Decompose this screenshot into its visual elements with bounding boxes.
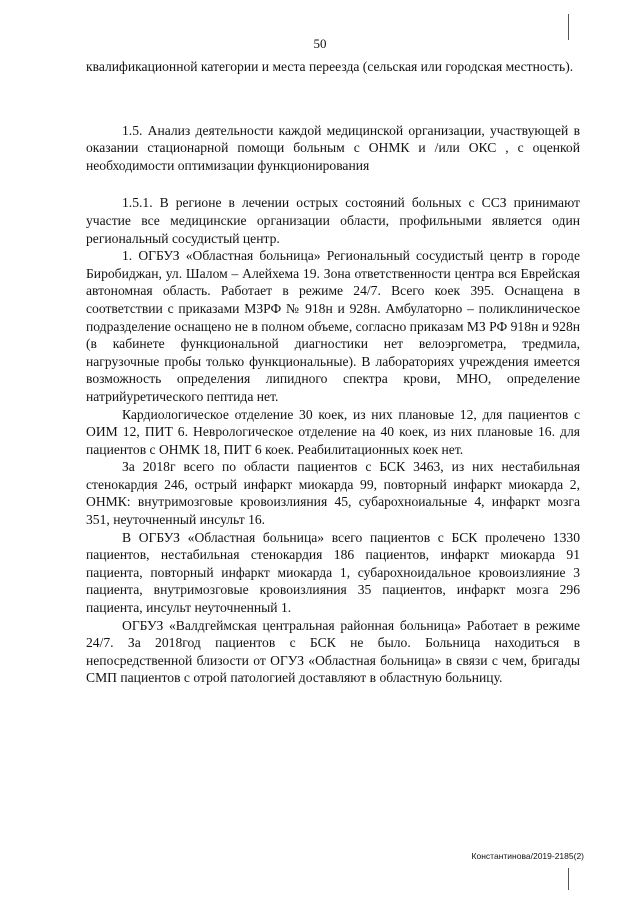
paragraph-hospital-stats: В ОГБУЗ «Областная больница» всего пациентов с БСК пролечено 1330 пациентов, нестабильная стенокардия 186 пациентов, инфаркт миокарда 91 пациента, повторный инфаркт миокарда 1, субарохноидальное кровоизлияние 3 пациента, внутримозговые кровоизлияния 35 пациентов, инфаркт мозга 296 пациента, инсульт неуточненный 1. bbox=[86, 529, 580, 616]
margin-mark-top bbox=[568, 14, 569, 40]
paragraph-continuation: квалификационной категории и места переезда (сельская или городская местность). bbox=[86, 59, 574, 74]
page-number: 50 bbox=[313, 36, 327, 51]
paragraph-regional-center: 1. ОГБУЗ «Областная больница» Региональный сосудистый центр в городе Биробиджан, ул. Шалом – Алейхема 19. Зона ответственности центра вся Еврейская автономная область. Работает в режиме 24/7. Всего коек 395. Оснащена в соответствии с приказами МЗРФ № 918н и 928н. Амбулаторно – поликлиническое подразделение оснащено не в полном объеме, согласно приказам МЗ РФ 918н и 928н (в кабинете функциональной диагностики нет велоэргометра, тредмила, нагрузочные пробы только функциональные). В лабораториях учреждения имеется возможность определения липидного спектра крови, МНО, определение натрийуретического пептида нет. bbox=[86, 248, 581, 404]
paragraph-region-stats: За 2018г всего по области пациентов с БСК 3463, из них нестабильная стенокардия 246, острый инфаркт миокарда 99, повторный инфаркт миокарда 2, ОНМК: внутримозговые кровоизлияния 45, субарохноиальные 4, инфаркт мозга 351, неуточненный инсульт 16. bbox=[86, 459, 580, 528]
paragraph-departments: Кардиологическое отделение 30 коек, из них плановые 12, для пациентов с ОИМ 12, ПИТ 6. Неврологическое отделение на 40 коек, из них плановые 16. для пациентов с ОНМК 18, ПИТ 6 коек. Реабилитационных коек нет. bbox=[86, 406, 580, 457]
document-footer-code: Константинова/2019-2185(2) bbox=[471, 851, 584, 861]
subsection-1-5-1: 1.5.1. В регионе в лечении острых состояний больных с ССЗ принимают участие все медицинские организации области, профильными является один региональный сосудистый центр. bbox=[86, 195, 580, 246]
paragraph-valdgeim-hospital: ОГБУЗ «Валдгеймская центральная районная больница» Работает в режиме 24/7. За 2018год пациентов с БСК не было. Больница находиться в непосредственной близости от ОГУЗ «Областная больница» в связи с чем, бригады СМП пациентов с отрой патологией доставляют в областную больницу. bbox=[86, 617, 580, 686]
document-body bbox=[86, 58, 580, 687]
section-heading-1-5: 1.5. Анализ деятельности каждой медицинской организации, участвующей в оказании стационарной помощи больным с ОНМК и /или ОКС , с оценкой необходимости оптимизации функционирования bbox=[86, 122, 580, 173]
margin-mark-bottom bbox=[568, 868, 569, 890]
